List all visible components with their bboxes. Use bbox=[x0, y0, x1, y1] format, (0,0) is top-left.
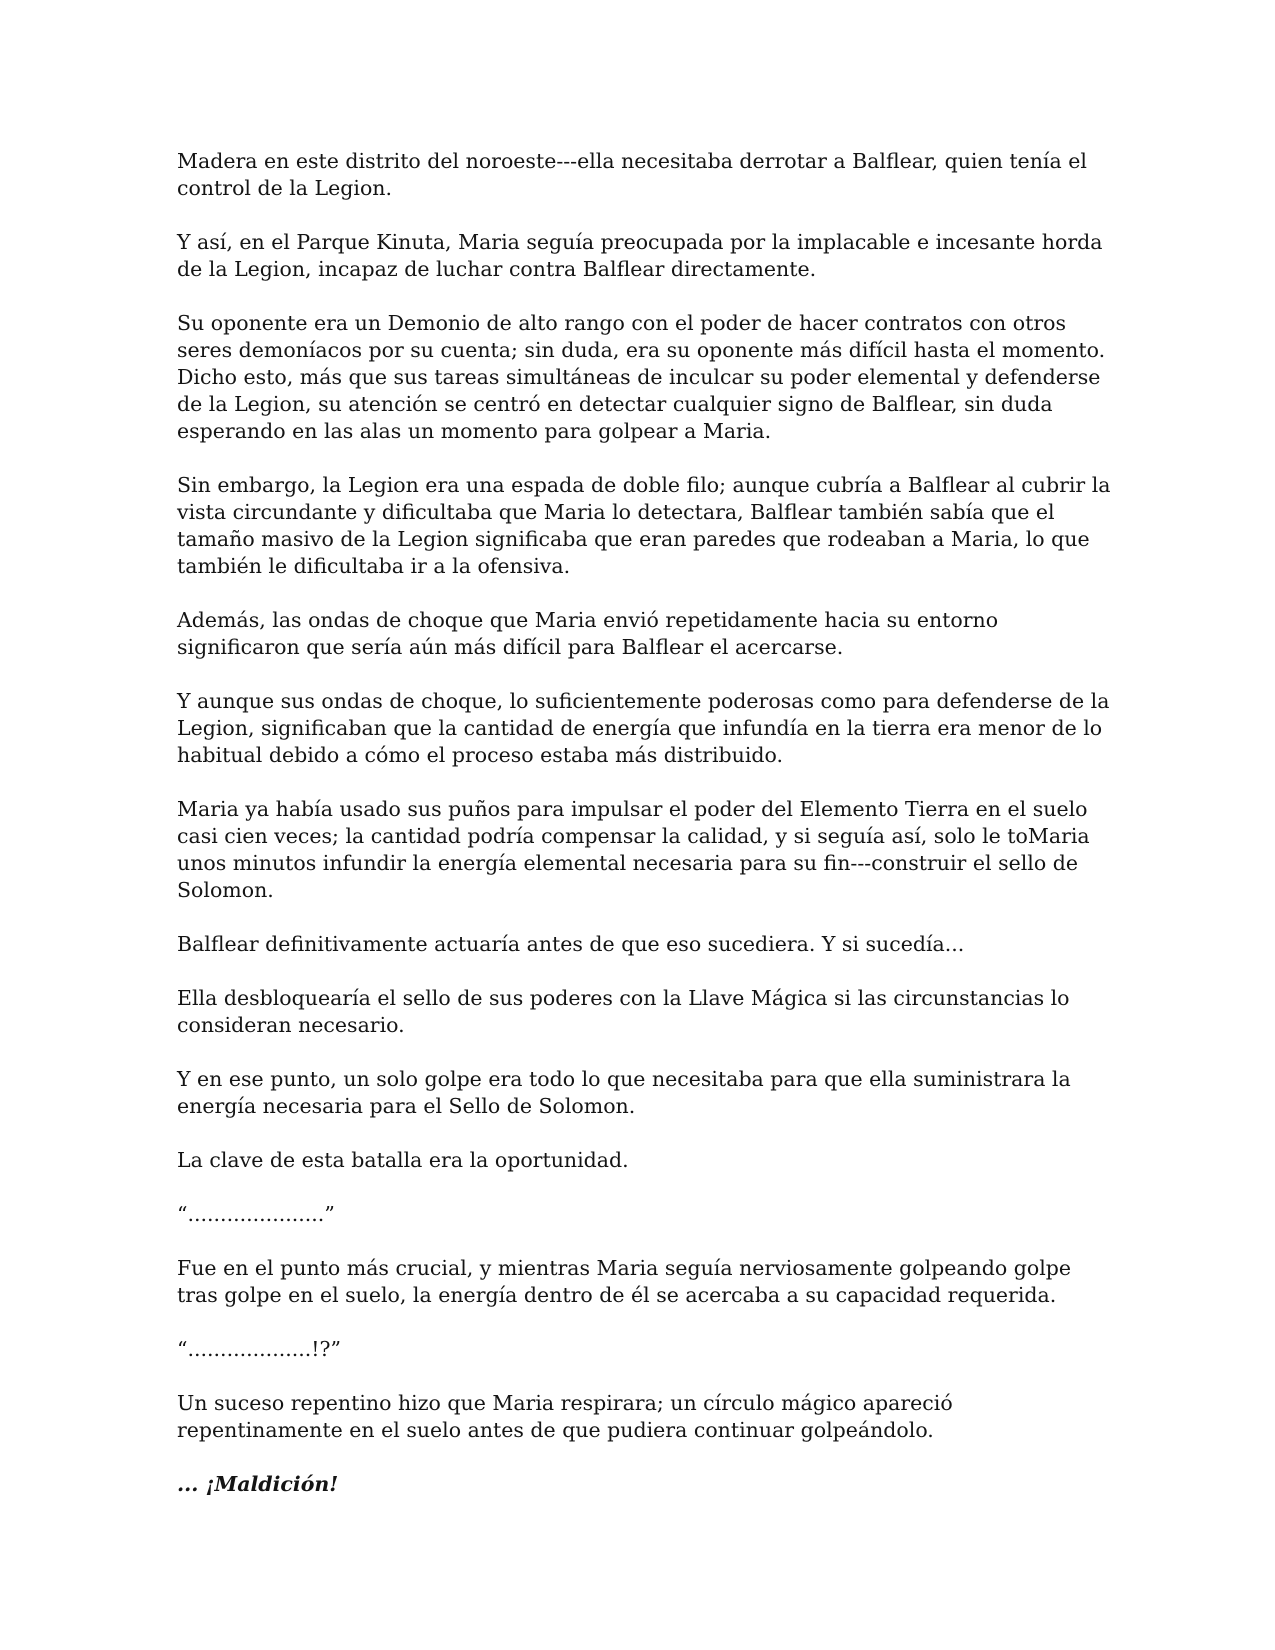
paragraph: Y en ese punto, un solo golpe era todo lo que necesitaba para que ella suministrara la energía necesaria para el Sello de Solomon. bbox=[177, 1067, 1071, 1118]
paragraph: Y así, en el Parque Kinuta, Maria seguía preocupada por la implacable e incesante horda de la Legion, incapaz de luchar contra Balflear directamente. bbox=[177, 230, 1103, 281]
paragraph: Maria ya había usado sus puños para impulsar el poder del Elemento Tierra en el suelo casi cien veces; la cantidad podría compensar la calidad, y si seguía así, solo le toMaria unos minutos infundir la energía elemental necesaria para su fin---construir el sello de Solomon. bbox=[177, 797, 1090, 902]
paragraph: Balflear definitivamente actuaría antes de que eso sucediera. Y si sucedía... bbox=[177, 932, 965, 956]
paragraph: Además, las ondas de choque que Maria envió repetidamente hacia su entorno significaron que sería aún más difícil para Balflear el acercarse. bbox=[177, 608, 999, 659]
paragraph: Un suceso repentino hizo que Maria respirara; un círculo mágico apareció repentinamente en el suelo antes de que pudiera continuar golpeándolo. bbox=[177, 1391, 953, 1442]
paragraph: Madera en este distrito del noroeste---ella necesitaba derrotar a Balflear, quien tenía el control de la Legion. bbox=[177, 149, 1087, 200]
paragraph: Y aunque sus ondas de choque, lo suficientemente poderosas como para defenderse de la Legion, significaban que la cantidad de energía que infundía en la tierra era menor de lo habitual debido a cómo el proceso estaba más distribuido. bbox=[177, 689, 1110, 767]
paragraph: Sin embargo, la Legion era una espada de doble filo; aunque cubría a Balflear al cubrir la vista circundante y dificultaba que Maria lo detectara, Balflear también sabía que el tamaño masivo de la Legion significaba que eran paredes que rodeaban a Maria, lo que también le dificultaba ir a la ofensiva. bbox=[177, 473, 1111, 578]
dialogue-line: “.....................” bbox=[177, 1202, 335, 1226]
paragraph: Fue en el punto más crucial, y mientras Maria seguía nerviosamente golpeando golpe tras golpe en el suelo, la energía dentro de él se acercaba a su capacidad requerida. bbox=[177, 1256, 1072, 1307]
paragraph: Su oponente era un Demonio de alto rango con el poder de hacer contratos con otros seres demoníacos por su cuenta; sin duda, era su oponente más difícil hasta el momento. Dicho esto, más que sus tareas simultáneas de inculcar su poder elemental y defenderse de la Legion, su atención se centró en detectar cualquier signo de Balflear, sin duda esperando en las alas un momento para golpear a Maria. bbox=[177, 311, 1106, 443]
paragraph: La clave de esta batalla era la oportunidad. bbox=[177, 1148, 629, 1172]
closing-exclamation: ... ¡Maldición! bbox=[177, 1472, 339, 1496]
paragraph: Ella desbloquearía el sello de sus poderes con la Llave Mágica si las circunstancias lo consideran necesario. bbox=[177, 986, 1070, 1037]
dialogue-line: “...................!?” bbox=[177, 1337, 341, 1361]
document-body bbox=[177, 148, 1117, 1525]
